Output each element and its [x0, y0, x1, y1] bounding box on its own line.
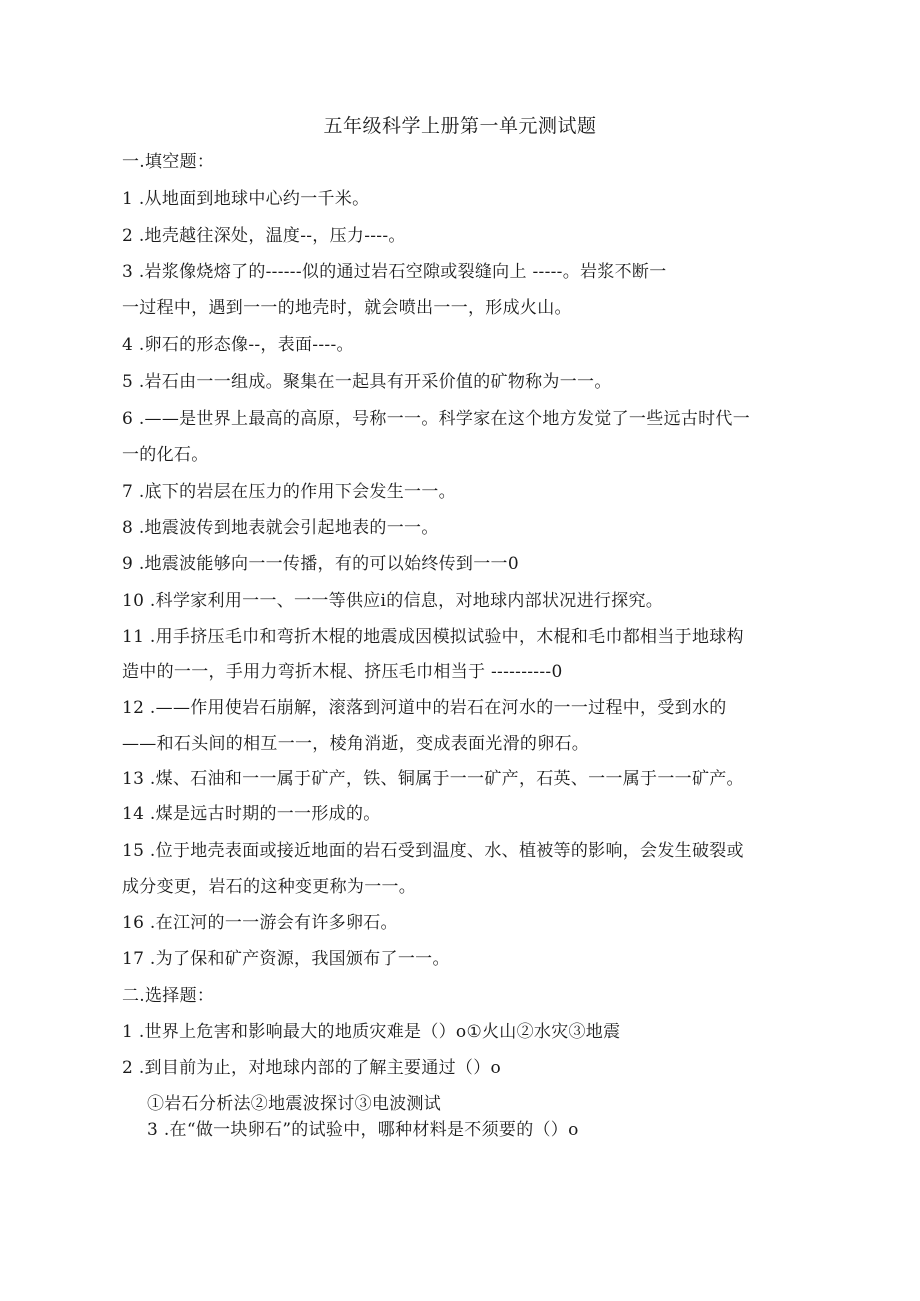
question-line: 2 .到目前为止，对地球内部的了解主要通过（）o — [122, 1058, 502, 1078]
document-title: 五年级科学上册第一单元测试题 — [323, 115, 597, 137]
question-options: ①岩石分析法②地震波探讨③电波测试 — [147, 1094, 442, 1114]
question-line: ——和石头间的相互一一，棱角消逝，变成表面光滑的卵石。 — [122, 734, 590, 754]
question-line: 4 .卵石的形态像--，表面----。 — [122, 335, 354, 355]
question-line: 2 .地壳越往深处，温度--，压力----。 — [122, 226, 406, 246]
question-line: 16 .在江河的一一游会有许多卵石。 — [122, 913, 398, 933]
question-line: 成分变更，岩石的这种变更称为一一。 — [122, 877, 417, 897]
question-line: 12 .——作用使岩石崩解，滚落到河道中的岩石在河水的一一过程中，受到水的 — [122, 698, 727, 718]
question-line: 8 .地震波传到地表就会引起地表的一一。 — [122, 518, 439, 538]
section-heading-multiple-choice: 二.选择题： — [122, 986, 215, 1006]
question-line: 一过程中，遇到一一的地壳时，就会喷出一一，形成火山。 — [122, 298, 572, 318]
question-line: 6 .——是世界上最高的高原，号称一一。科学家在这个地方发觉了一些远古时代一 — [122, 409, 751, 429]
question-line: 13 .煤、石油和一一属于矿产，铁、铜属于一一矿产，石英、一一属于一一矿产。 — [122, 769, 744, 789]
question-line: 17 .为了保和矿产资源，我国颁布了一一。 — [122, 949, 450, 969]
question-line: 3 .岩浆像烧熔了的------似的通过岩石空隙或裂缝向上 -----。岩浆不断一 — [122, 262, 667, 282]
question-line: 7 .底下的岩层在压力的作用下会发生一一。 — [122, 482, 456, 502]
question-line: 15 .位于地壳表面或接近地面的岩石受到温度、水、植被等的影响，会发生破裂或 — [122, 841, 744, 861]
question-line: 11 .用手挤压毛巾和弯折木棍的地震成因模拟试验中，木棍和毛巾都相当于地球构 — [122, 627, 744, 647]
section-heading-fill-blank: 一.填空题： — [122, 152, 215, 172]
question-line: 9 .地震波能够向一一传播，有的可以始终传到一一0 — [122, 554, 519, 574]
question-line: 10 .科学家利用一一、一一等供应i的信息，对地球内部状况进行探究。 — [122, 591, 664, 611]
question-line: 14 .煤是远古时期的一一形成的。 — [122, 804, 381, 824]
question-line: 5 .岩石由一一组成。聚集在一起具有开采价值的矿物称为一一。 — [122, 372, 612, 392]
question-line: 1 .从地面到地球中心约一千米。 — [122, 189, 370, 209]
question-line: 3 .在“做一块卵石”的试验中，哪种材料是不须要的（）o — [147, 1120, 579, 1140]
question-line: 造中的一一，手用力弯折木棍、挤压毛巾相当于 ----------0 — [122, 662, 563, 682]
question-line: 一的化石。 — [122, 445, 209, 465]
question-line: 1 .世界上危害和影响最大的地质灾难是（）o①火山②水灾③地震 — [122, 1022, 621, 1042]
